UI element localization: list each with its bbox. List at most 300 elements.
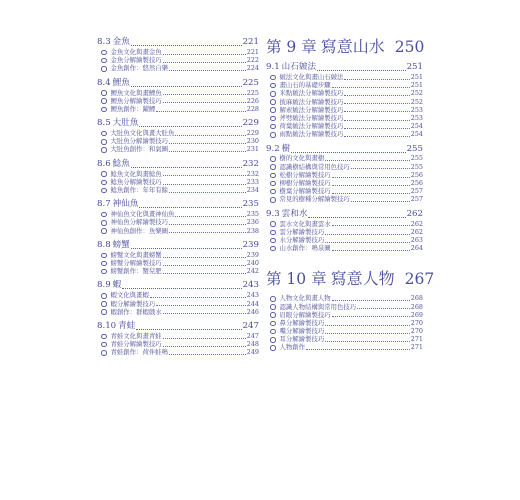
circle-bullet-icon	[270, 221, 276, 227]
circle-bullet-icon	[270, 124, 276, 130]
section-number: 9.1	[266, 62, 280, 72]
dot-leader	[169, 191, 246, 193]
section-title: 大肚魚	[112, 118, 139, 129]
item-title: 樹葉分解繪製技巧	[279, 187, 331, 196]
dot-leader	[139, 206, 241, 208]
circle-bullet-icon	[270, 197, 276, 203]
circle-bullet-icon	[270, 312, 276, 318]
item-page-number: 270	[410, 318, 423, 327]
item-title: 鯰魚創作：年年有餘	[110, 186, 169, 195]
item-page-number: 224	[246, 64, 259, 73]
toc-item-entry[interactable]	[266, 89, 423, 97]
section-page-number: 232	[242, 158, 259, 169]
dot-leader	[163, 345, 246, 347]
circle-bullet-icon	[101, 212, 107, 218]
circle-bullet-icon	[101, 342, 107, 348]
dot-leader	[344, 94, 409, 96]
dot-leader	[351, 167, 410, 169]
item-title: 荷葉皴法分解繪製技巧	[279, 122, 344, 131]
section-page-number: 229	[242, 118, 259, 129]
circle-bullet-icon	[101, 180, 107, 186]
chapter-number: 第 10 章	[266, 270, 327, 289]
dot-leader	[344, 127, 409, 129]
section-spacer	[266, 204, 423, 208]
item-title: 水分解繪製技巧	[279, 235, 325, 244]
toc-item-entry[interactable]	[97, 97, 259, 105]
item-title: 螃蟹文化與畫螃蟹	[110, 250, 162, 259]
toc-item-entry[interactable]	[266, 244, 423, 252]
item-title: 鼻分解繪製技巧	[279, 318, 325, 327]
item-title: 嘴分解繪製技巧	[279, 327, 325, 336]
toc-item-entry[interactable]	[97, 300, 259, 308]
item-page-number: 239	[246, 250, 259, 259]
item-title: 柳樹分解繪製技巧	[279, 179, 331, 188]
dot-leader	[332, 86, 410, 88]
item-page-number: 229	[246, 129, 259, 138]
toc-item-entry[interactable]	[97, 48, 259, 56]
dot-leader	[332, 249, 410, 251]
circle-bullet-icon	[101, 98, 107, 104]
item-page-number: 240	[246, 258, 259, 267]
section-spacer	[97, 194, 259, 198]
item-page-number: 249	[246, 348, 259, 357]
circle-bullet-icon	[270, 246, 276, 252]
toc-item-entry[interactable]	[266, 106, 423, 114]
section-number: 8.3	[97, 37, 111, 47]
item-title: 青蛙創作：荷伴蛙鳴	[110, 348, 169, 357]
toc-section-entry[interactable]	[97, 240, 259, 251]
item-page-number: 244	[246, 299, 259, 308]
toc-item-entry[interactable]	[266, 236, 423, 244]
circle-bullet-icon	[101, 253, 107, 259]
section-spacer	[97, 316, 259, 320]
dot-leader	[325, 324, 410, 326]
section-number: 9.3	[266, 208, 280, 219]
dot-leader	[163, 53, 246, 55]
circle-bullet-icon	[270, 116, 276, 122]
circle-bullet-icon	[101, 58, 107, 64]
circle-bullet-icon	[101, 139, 107, 145]
toc-item-entry[interactable]	[266, 163, 423, 171]
toc-item-entry[interactable]	[97, 291, 259, 299]
item-title: 金魚分解繪製技巧	[110, 56, 162, 65]
toc-item-entry[interactable]	[266, 294, 423, 302]
circle-bullet-icon	[270, 99, 276, 105]
toc-item-entry[interactable]	[266, 319, 423, 327]
circle-bullet-icon	[270, 181, 276, 187]
toc-section-entry[interactable]	[97, 78, 259, 89]
section-page-number: 239	[242, 239, 259, 250]
toc-section-entry[interactable]	[97, 37, 259, 48]
toc-item-entry[interactable]	[97, 348, 259, 356]
item-title: 耳分解繪製技巧	[279, 335, 325, 344]
item-page-number: 226	[246, 96, 259, 105]
item-title: 山水創作：鳴泉圖	[279, 244, 331, 253]
toc-section-entry[interactable]	[97, 118, 259, 129]
toc-item-entry[interactable]	[266, 303, 423, 311]
dot-leader	[325, 340, 410, 342]
item-title: 螃蟹創作：蟹兒肥	[110, 267, 162, 276]
section-page-number: 225	[242, 77, 259, 88]
section-number: 8.4	[97, 77, 111, 88]
dot-leader	[169, 231, 246, 233]
toc-section-entry[interactable]	[266, 144, 423, 155]
section-page-number: 255	[406, 143, 423, 154]
section-page-number: 221	[242, 37, 259, 47]
toc-item-entry[interactable]	[266, 344, 423, 352]
dot-leader	[344, 78, 409, 80]
circle-bullet-icon	[101, 334, 107, 340]
item-title: 人物文化與畫人物	[279, 294, 331, 303]
item-title: 鯉魚創作：躍鯉	[110, 104, 156, 113]
item-page-number: 255	[410, 154, 423, 163]
section-spacer	[97, 73, 259, 77]
item-title: 松樹分解繪製技巧	[279, 170, 331, 179]
section-title: 螃蟹	[112, 239, 130, 250]
section-spacer	[97, 275, 259, 279]
item-title: 神仙魚分解繪製技巧	[110, 218, 169, 227]
toc-section-entry[interactable]	[97, 280, 259, 291]
toc-item-entry[interactable]	[266, 311, 423, 319]
dot-leader	[332, 299, 410, 301]
section-title: 蝦	[112, 280, 122, 291]
chapter-heading[interactable]	[266, 269, 435, 290]
item-page-number: 268	[410, 294, 423, 303]
item-page-number: 231	[246, 145, 259, 154]
circle-bullet-icon	[101, 90, 107, 96]
circle-bullet-icon	[270, 238, 276, 244]
item-page-number: 252	[410, 97, 423, 106]
item-title: 解索皴法分解繪製技巧	[279, 105, 344, 114]
toc-section-entry[interactable]	[266, 209, 423, 220]
item-page-number: 269	[410, 310, 423, 319]
item-page-number: 256	[410, 170, 423, 179]
circle-bullet-icon	[101, 269, 107, 275]
dot-leader	[163, 272, 246, 274]
toc-item-entry[interactable]	[266, 98, 423, 106]
chapter-heading[interactable]	[266, 38, 423, 58]
dot-leader	[163, 93, 246, 95]
circle-bullet-icon	[101, 131, 107, 137]
toc-item-entry[interactable]	[97, 259, 259, 267]
circle-bullet-icon	[101, 171, 107, 177]
item-page-number: 255	[410, 162, 423, 171]
item-title: 常見的樹種分解繪製技巧	[279, 195, 350, 204]
item-page-number: 262	[410, 227, 423, 236]
dot-leader	[357, 307, 410, 309]
dot-leader	[139, 125, 241, 127]
item-title: 雲水文化與畫雲水	[279, 219, 331, 228]
chapter-title: 寫意人物	[330, 269, 395, 289]
dot-leader	[136, 328, 241, 330]
item-title: 大肚魚分解繪製技巧	[110, 137, 169, 146]
item-title: 金魚文化與畫金魚	[110, 47, 162, 56]
item-page-number: 257	[410, 195, 423, 204]
toc-left-column	[97, 36, 259, 361]
circle-bullet-icon	[270, 91, 276, 97]
section-number: 8.5	[97, 118, 111, 129]
toc-item-entry[interactable]	[97, 146, 259, 154]
section-page-number: 247	[242, 320, 259, 331]
toc-section-entry[interactable]	[266, 62, 423, 73]
item-title: 螃蟹分解繪製技巧	[110, 258, 162, 267]
circle-bullet-icon	[101, 350, 107, 356]
item-page-number: 253	[410, 113, 423, 122]
section-title: 樹	[281, 143, 291, 154]
circle-bullet-icon	[101, 293, 107, 299]
circle-bullet-icon	[101, 261, 107, 267]
item-page-number: 263	[410, 235, 423, 244]
circle-bullet-icon	[101, 147, 107, 153]
dot-leader	[156, 110, 246, 112]
section-title: 鯰魚	[112, 158, 130, 169]
section-spacer	[266, 252, 423, 256]
section-spacer	[97, 235, 259, 239]
item-page-number: 253	[410, 105, 423, 114]
item-page-number: 247	[246, 331, 259, 340]
circle-bullet-icon	[270, 230, 276, 236]
section-title: 山石皴法	[281, 62, 317, 72]
toc-item-entry[interactable]	[97, 89, 259, 97]
dot-leader	[163, 183, 246, 185]
toc-item-entry[interactable]	[266, 195, 423, 203]
dot-leader	[306, 348, 410, 350]
item-title: 雨點皴法分解繪製技巧	[279, 130, 344, 139]
item-title: 鯉魚文化與畫鯉魚	[110, 88, 162, 97]
dot-leader	[131, 44, 242, 46]
dot-leader	[344, 102, 409, 104]
circle-bullet-icon	[101, 220, 107, 226]
item-page-number: 242	[246, 267, 259, 276]
section-number: 9.2	[266, 143, 280, 154]
circle-bullet-icon	[101, 107, 107, 113]
toc-item-entry[interactable]	[266, 155, 423, 163]
dot-leader	[325, 233, 410, 235]
item-page-number: 236	[246, 218, 259, 227]
dot-leader	[169, 223, 246, 225]
section-number: 8.10	[97, 320, 117, 331]
toc-item-entry[interactable]	[97, 251, 259, 259]
dot-leader	[317, 69, 406, 71]
dot-leader	[169, 353, 246, 355]
dot-leader	[163, 61, 246, 63]
toc-item-entry[interactable]	[266, 171, 423, 179]
item-page-number: 251	[410, 81, 423, 90]
toc-section-entry[interactable]	[97, 199, 259, 210]
item-page-number: 251	[410, 72, 423, 81]
toc-item-entry[interactable]	[97, 267, 259, 275]
dot-leader	[308, 216, 405, 218]
toc-item-entry[interactable]	[97, 218, 259, 226]
circle-bullet-icon	[101, 301, 107, 307]
dot-leader	[325, 241, 410, 243]
item-title: 披麻皴法分解繪製技巧	[279, 97, 344, 106]
section-title: 青蛙	[118, 320, 136, 331]
item-page-number: 264	[410, 244, 423, 253]
section-title: 神仙魚	[112, 199, 139, 210]
item-title: 鯰魚文化與畫鯰魚	[110, 169, 162, 178]
item-page-number: 271	[410, 335, 423, 344]
item-title: 青蛙分解繪製技巧	[110, 340, 162, 349]
circle-bullet-icon	[270, 107, 276, 113]
item-page-number: 230	[246, 137, 259, 146]
item-title: 皴法文化與畫山石皴法	[279, 72, 344, 81]
toc-item-entry[interactable]	[97, 186, 259, 194]
circle-bullet-icon	[270, 345, 276, 351]
toc-item-entry[interactable]	[97, 178, 259, 186]
toc-item-entry[interactable]	[97, 170, 259, 178]
item-title: 眉眼分解繪製技巧	[279, 310, 331, 319]
item-page-number: 228	[246, 104, 259, 113]
dot-leader	[131, 247, 242, 249]
toc-item-entry[interactable]	[97, 105, 259, 113]
item-title: 神仙魚文化與畫神仙魚	[110, 210, 175, 219]
toc-item-entry[interactable]	[97, 64, 259, 72]
circle-bullet-icon	[270, 83, 276, 89]
toc-item-entry[interactable]	[266, 114, 423, 122]
item-page-number: 234	[246, 186, 259, 195]
dot-leader	[163, 256, 246, 258]
circle-bullet-icon	[270, 189, 276, 195]
item-title: 蝦創作：群蝦戲水	[110, 307, 162, 316]
toc-item-entry[interactable]	[97, 332, 259, 340]
circle-bullet-icon	[270, 329, 276, 335]
dot-leader	[332, 176, 410, 178]
dot-leader	[169, 69, 246, 71]
toc-item-entry[interactable]	[97, 227, 259, 235]
item-page-number: 235	[246, 210, 259, 219]
section-number: 8.6	[97, 158, 111, 169]
section-page-number: 243	[242, 280, 259, 291]
circle-bullet-icon	[101, 228, 107, 234]
dot-leader	[325, 332, 410, 334]
item-title: 蝦分解繪製技巧	[110, 299, 156, 308]
toc-item-entry[interactable]	[266, 220, 423, 228]
item-page-number: 268	[410, 302, 423, 311]
item-page-number: 262	[410, 219, 423, 228]
item-page-number: 238	[246, 226, 259, 235]
dot-leader	[344, 119, 409, 121]
item-page-number: 248	[246, 340, 259, 349]
section-spacer	[266, 352, 423, 356]
circle-bullet-icon	[270, 156, 276, 162]
chapter-number: 第 9 章	[266, 38, 317, 56]
section-title: 金魚	[112, 37, 130, 47]
item-title: 斧劈皴法分解繪製技巧	[279, 113, 344, 122]
item-title: 金魚創作：悠然自樂	[110, 64, 169, 73]
item-title: 樹的文化與畫樹	[279, 154, 325, 163]
circle-bullet-icon	[270, 173, 276, 179]
circle-bullet-icon	[270, 132, 276, 138]
circle-bullet-icon	[270, 164, 276, 170]
dot-leader	[163, 264, 246, 266]
dot-leader	[332, 192, 410, 194]
circle-bullet-icon	[101, 309, 107, 315]
toc-item-entry[interactable]	[266, 228, 423, 236]
section-number: 8.9	[97, 280, 111, 291]
dot-leader	[344, 135, 409, 137]
toc-right-column	[266, 36, 435, 356]
dot-leader	[332, 184, 410, 186]
chapter-page-number: 250	[394, 38, 425, 56]
dot-leader	[122, 287, 241, 289]
section-spacer	[97, 154, 259, 158]
section-number: 8.8	[97, 239, 111, 250]
section-page-number: 251	[406, 62, 423, 72]
item-title: 認識人物結構與常用色技巧	[279, 302, 357, 311]
item-page-number: 222	[246, 56, 259, 65]
item-page-number: 246	[246, 307, 259, 316]
circle-bullet-icon	[101, 188, 107, 194]
item-title: 米點皴法分解繪製技巧	[279, 89, 344, 98]
toc-item-entry[interactable]	[266, 130, 423, 138]
dot-leader	[291, 151, 405, 153]
dot-leader	[156, 304, 246, 306]
item-title: 畫山石的基礎步驟	[279, 81, 331, 90]
item-title: 蝦文化與畫蝦	[110, 291, 149, 300]
item-page-number: 256	[410, 179, 423, 188]
dot-leader	[150, 296, 246, 298]
toc-section-entry[interactable]	[97, 321, 259, 332]
dot-leader	[332, 224, 410, 226]
circle-bullet-icon	[101, 66, 107, 72]
item-title: 鯉魚分解繪製技巧	[110, 96, 162, 105]
item-title: 青蛙文化與畫青蛙	[110, 331, 162, 340]
item-page-number: 254	[410, 130, 423, 139]
dot-leader	[131, 166, 242, 168]
toc-item-entry[interactable]	[266, 73, 423, 81]
item-title: 認識樹結構與常用色技巧	[279, 162, 350, 171]
circle-bullet-icon	[270, 296, 276, 302]
item-title: 鯰魚分解繪製技巧	[110, 177, 162, 186]
item-page-number: 221	[246, 47, 259, 56]
item-page-number: 225	[246, 88, 259, 97]
section-spacer	[266, 139, 423, 143]
item-page-number: 233	[246, 177, 259, 186]
dot-leader	[169, 142, 246, 144]
item-page-number: 257	[410, 187, 423, 196]
circle-bullet-icon	[101, 50, 107, 56]
item-page-number: 232	[246, 169, 259, 178]
toc-section-entry[interactable]	[97, 159, 259, 170]
item-title: 神仙魚創作：魚樂圖	[110, 226, 169, 235]
dot-leader	[332, 315, 410, 317]
section-spacer	[97, 357, 259, 361]
dot-leader	[344, 110, 409, 112]
chapter-page-number: 267	[404, 270, 435, 289]
section-number: 8.7	[97, 199, 111, 210]
item-page-number: 254	[410, 122, 423, 131]
item-page-number: 252	[410, 89, 423, 98]
item-page-number: 271	[410, 343, 423, 352]
dot-leader	[175, 134, 245, 136]
item-title: 人物創作	[279, 343, 306, 352]
dot-leader	[131, 85, 242, 87]
item-title: 雲分解繪製技巧	[279, 227, 325, 236]
dot-leader	[163, 312, 246, 314]
section-spacer	[97, 113, 259, 117]
section-title: 鯉魚	[112, 77, 130, 88]
circle-bullet-icon	[270, 304, 276, 310]
section-title: 雲和水	[281, 208, 308, 219]
dot-leader	[163, 337, 246, 339]
dot-leader	[163, 101, 246, 103]
toc-item-entry[interactable]	[97, 308, 259, 316]
item-page-number: 270	[410, 327, 423, 336]
item-page-number: 243	[246, 291, 259, 300]
dot-leader	[163, 174, 246, 176]
dot-leader	[169, 150, 246, 152]
